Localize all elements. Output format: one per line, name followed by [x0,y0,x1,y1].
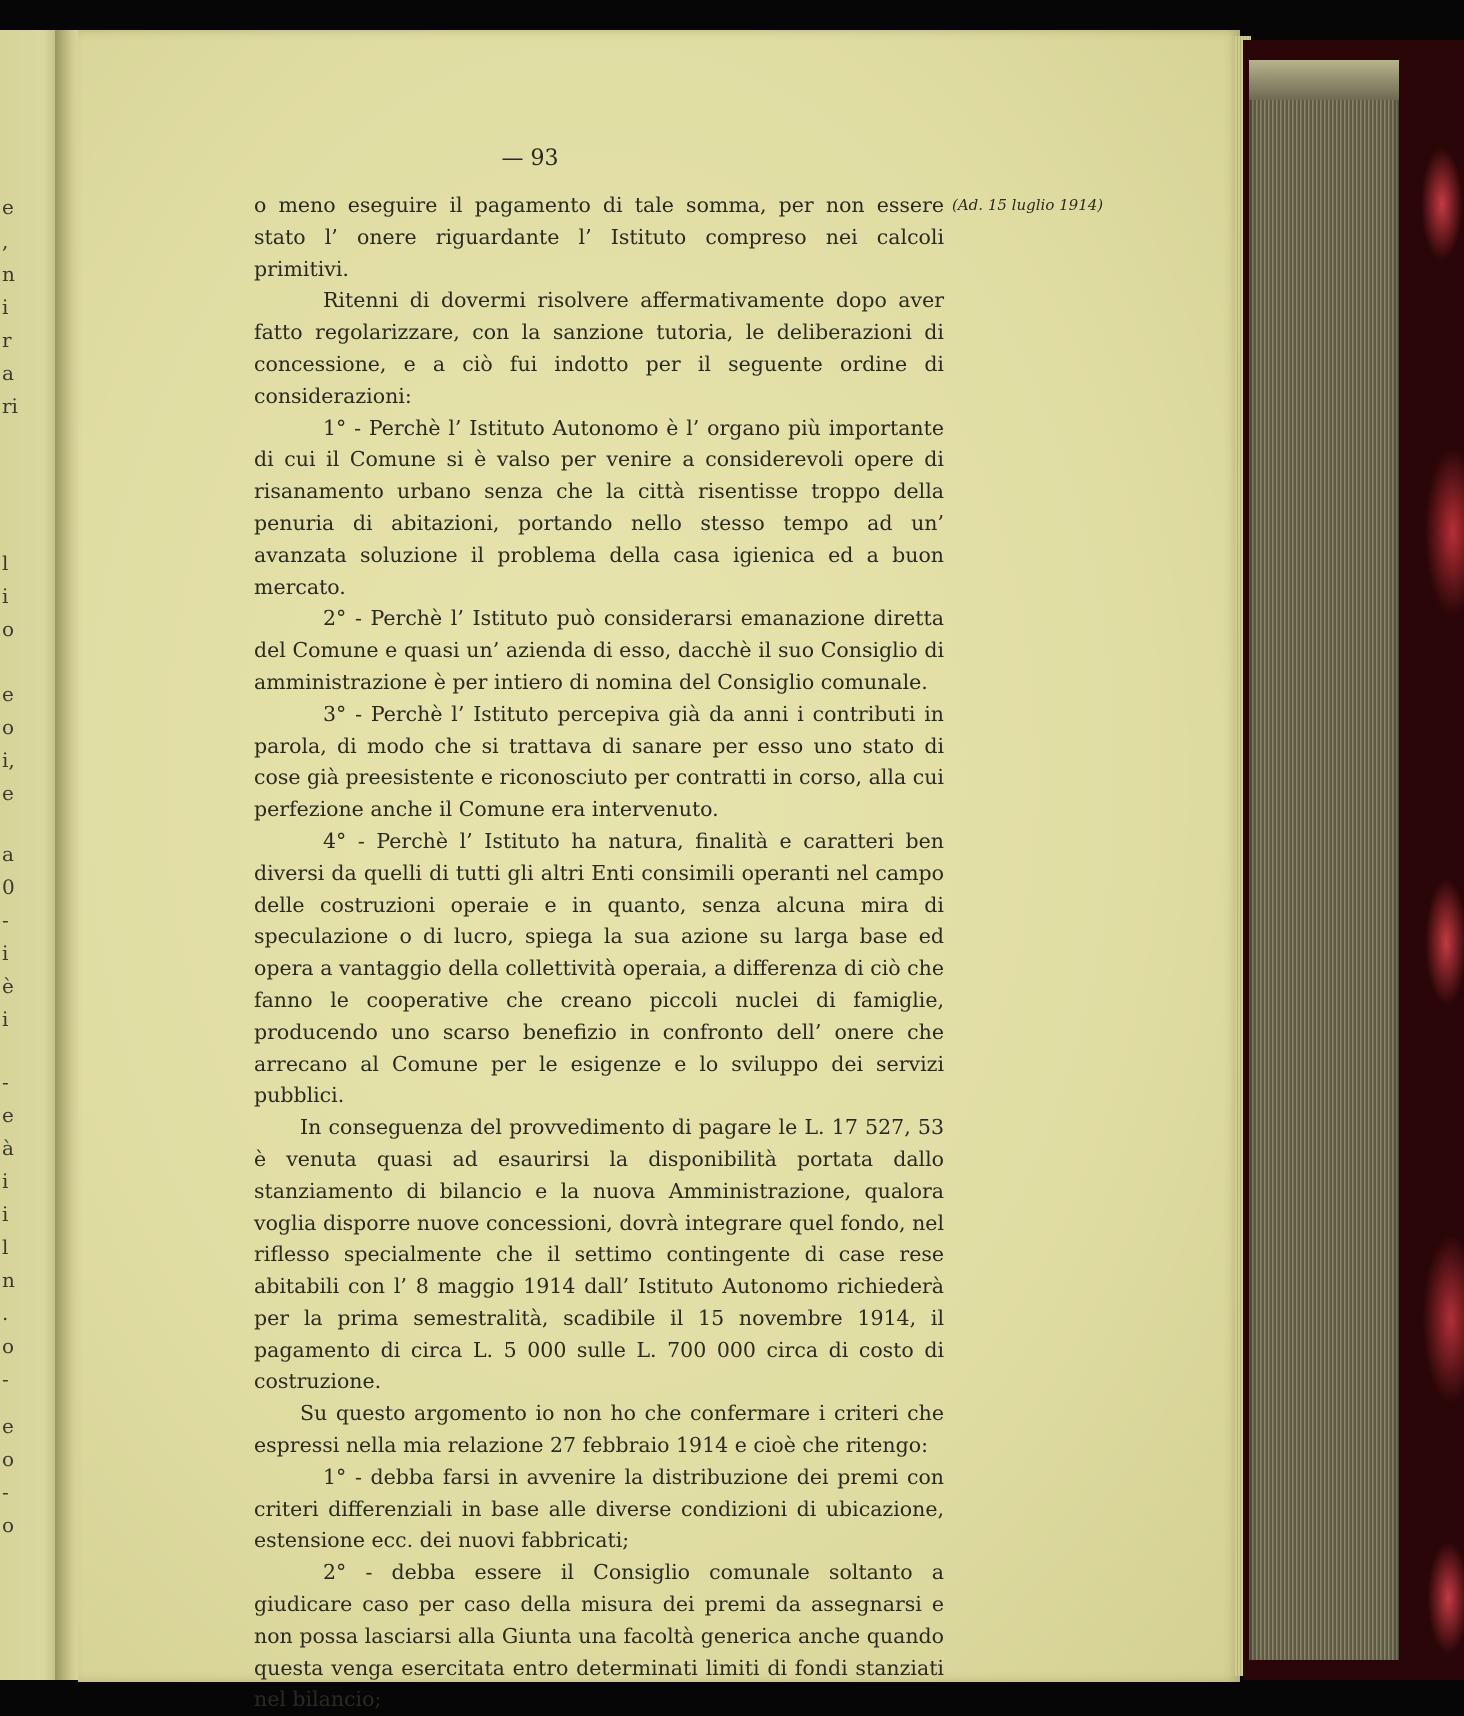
left-page-glyph: ri [2,394,18,418]
left-page-glyph: - [2,1480,9,1504]
left-page-glyph: e [2,781,14,805]
left-page-glyph: o [2,1447,15,1471]
left-page-glyph: - [2,1367,9,1391]
left-page-glyph: 0 [2,875,15,899]
paragraph: o meno eseguire il pagamento di tale somma, per non essere stato l’ onere riguardante l’ Istituto compreso nei calcoli primitivi. [254,193,944,281]
left-page-glyph: l [2,551,9,575]
margin-note: (Ad. 15 luglio 1914) [952,196,1104,214]
paragraph: 4° - Perchè l’ Istituto ha natura, finalità e caratteri ben diversi da quelli di tutti gli altri Enti consimili operanti nel campo delle costruzioni operaie e in quanto, senza alcuna mira di speculazione o di lucro, spiega la sua azione su larga base ed opera a vantaggio della collettività operaia, a differenza di ciò che fanno le cooperative che creano piccoli nuclei di famiglie, producendo uno scarso benefizio in confronto dell’ onere che arrecano al Comune per le esigenze e lo sviluppo dei servizi pubblici. [254,828,944,1108]
left-page-glyph: o [2,617,15,641]
left-page-glyph: - [2,908,9,932]
left-page-glyph: i [2,584,9,608]
paragraph: Ritenni di dovermi risolvere affermativamente dopo aver fatto regolarizzare, con la sanzione tutoria, le deliberazioni di concessione, e a ciò fui indotto per il seguente ordine di considerazioni: [254,288,944,408]
left-page-glyph: i [2,295,9,319]
paragraph: 3° - Perchè l’ Istituto percepiva già da anni i contributi in parola, di modo che si trattava di sanare per esso uno stato di cose già preesistente e riconosciuto per contratti in corso, alla cui perfezione anche il Comune era intervenuto. [254,701,944,822]
left-page-glyph: n [2,262,15,286]
left-page-glyph: . [2,1301,9,1325]
paragraph: Su questo argomento io non ho che confermare i criteri che espressi nella mia relazione 27 febbraio 1914 e cioè che ritengo: [254,1401,944,1458]
body-text [254,190,944,1716]
paragraph: 1° - Perchè l’ Istituto Autonomo è l’ organo più importante di cui il Comune si è valso per venire a considerevoli opere di risanamento urbano senza che la città risentisse troppo della penuria di abitazioni, portando nello stesso tempo ad un’ avanzata soluzione il problema della casa igienica ed a buon mercato. [254,415,944,599]
left-page-glyph: o [2,1513,15,1537]
left-page-glyph: , [2,229,9,253]
left-page-glyph: e [2,1103,14,1127]
left-page-glyph: i [2,1169,9,1193]
left-page-glyph: l [2,1235,9,1259]
left-page-glyph: - [2,1070,9,1094]
left-page-glyph: i, [2,748,15,772]
left-page-glyph: n [2,1268,15,1292]
fore-edge [1249,60,1399,1660]
book-block [1243,40,1464,1680]
left-page-glyph: e [2,1414,14,1438]
left-page-glyph: è [2,974,14,998]
left-page-glyph: a [2,361,14,385]
paragraph: 1° - debba farsi in avvenire la distribuzione dei premi con criteri differenziali in base alle diverse condizioni di ubicazione, estensione ecc. dei nuovi fabbricati; [254,1464,944,1553]
left-page-glyph: e [2,195,14,219]
left-page-glyph: o [2,715,15,739]
left-page-glyph: a [2,842,14,866]
paragraph: 2° - Perchè l’ Istituto può considerarsi emanazione diretta del Comune e quasi un’ azienda di esso, dacchè il suo Consiglio di amministrazione è per intiero di nomina del Consiglio comunale. [254,606,944,694]
left-page-glyph: i [2,1007,9,1031]
paragraph: In conseguenza del provvedimento di pagare le L. 17 527, 53 è venuta quasi ad esaurirsi la disponibilità portata dallo stanziamento di bilancio e la nuova Amministrazione, qualora voglia disporre nuove concessioni, dovrà integrare quel fondo, nel riflesso specialmente che il settimo contingente di case rese abitabili con l’ 8 maggio 1914 dall’ Istituto Autonomo richiederà per la prima semestralità, scadibile il 15 novembre 1914, il pagamento di circa L. 5 000 sulle L. 700 000 circa di costo di costruzione. [254,1115,944,1394]
left-page-glyph: r [2,328,12,352]
left-page-glyph: i [2,1202,9,1226]
left-page-glyph: e [2,682,14,706]
left-page-glyph: o [2,1334,15,1358]
paragraph: 2° - debba essere il Consiglio comunale soltanto a giudicare caso per caso della misura dei premi da assegnarsi e non possa lasciarsi alla Giunta una facoltà generica anche quando questa venga esercitata entro determinati limiti di fondi stanziati nel bilancio; [254,1560,944,1712]
page-number: — 93 [501,146,559,171]
left-page-glyph: à [2,1136,14,1160]
left-page-glyph: i [2,941,9,965]
left-facing-page [0,30,62,1680]
fore-edge-top [1249,60,1399,100]
